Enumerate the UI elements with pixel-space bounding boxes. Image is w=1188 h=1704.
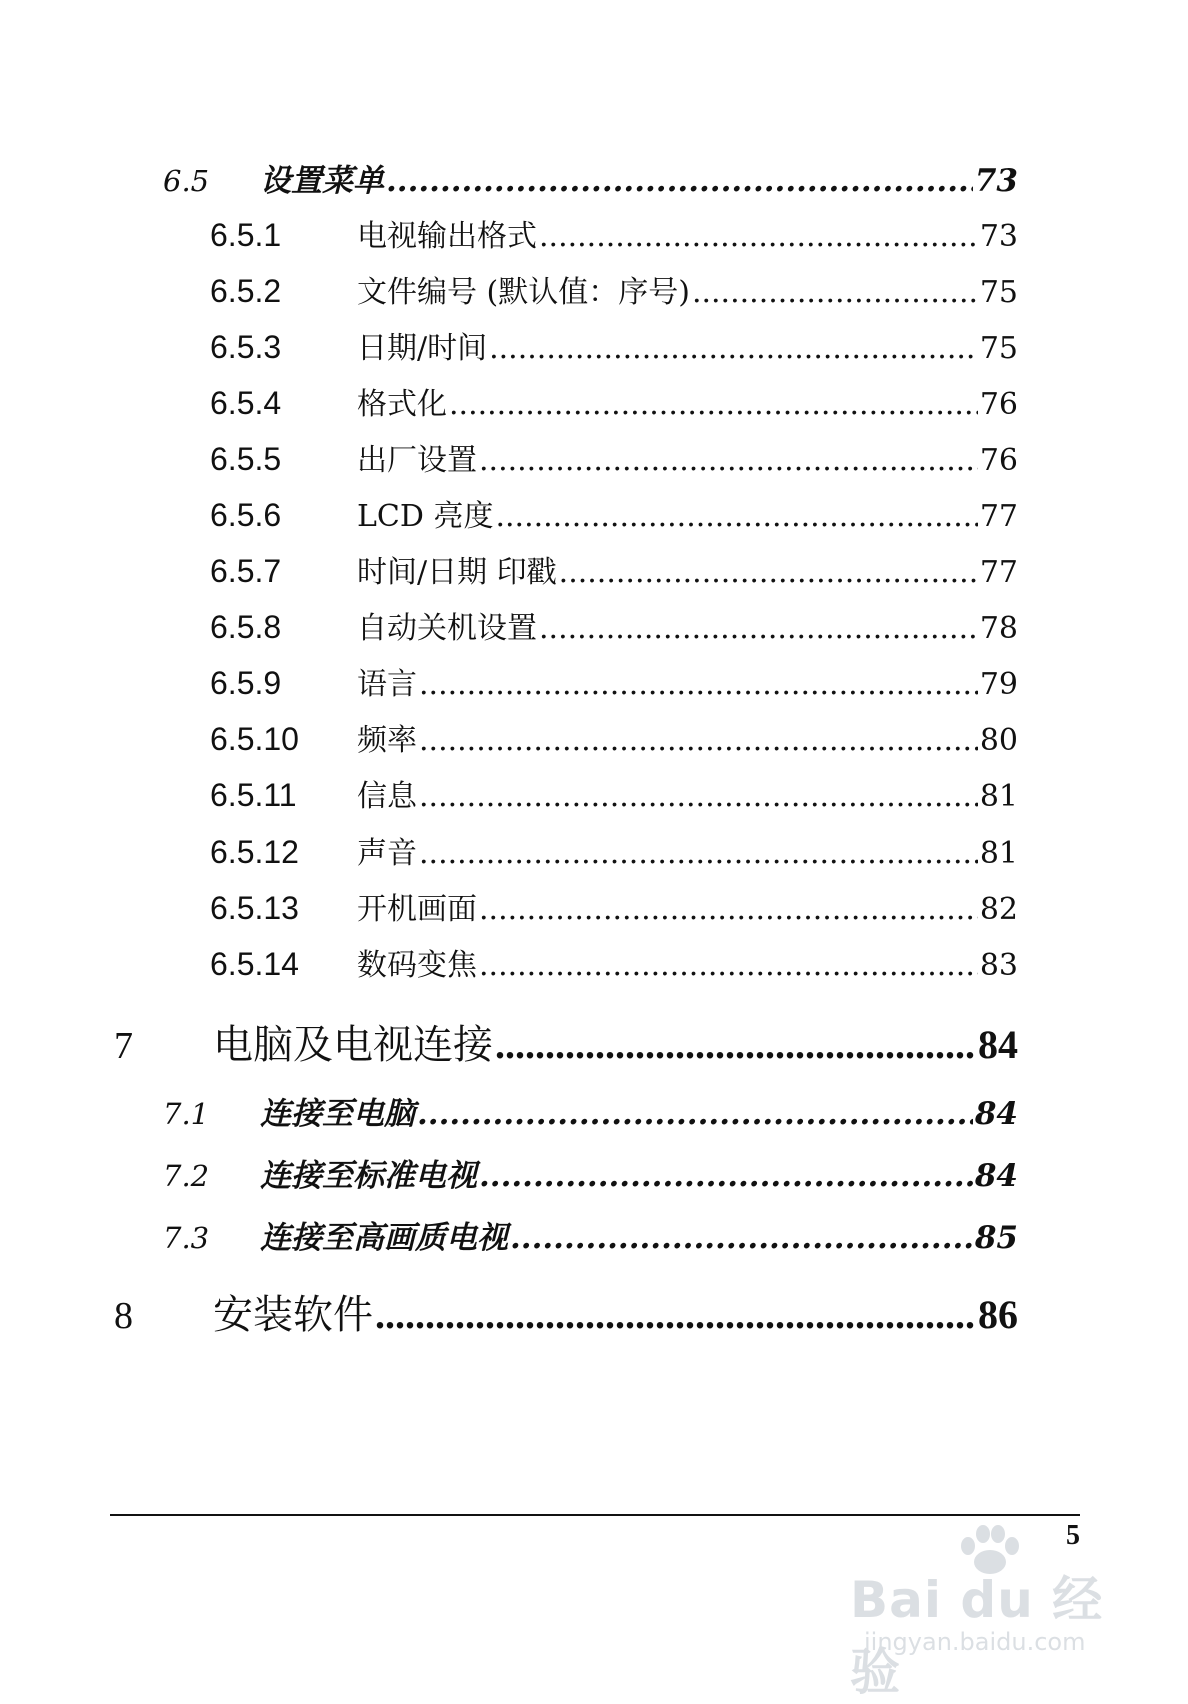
toc-entry-6-5-11[interactable]: [210, 771, 1018, 814]
toc-number: 7.3: [163, 1221, 210, 1255]
toc-title: 设置菜单: [260, 163, 384, 199]
toc-page-number: 80: [979, 723, 1018, 758]
toc-number: 6.5.11: [210, 777, 297, 813]
watermark-brand: Bai du 经验: [850, 1571, 1104, 1701]
toc-entry-6-5[interactable]: [163, 155, 1018, 199]
toc-number: 8: [114, 1295, 133, 1337]
toc-title: 文件编号 (默认值：序号): [357, 275, 690, 310]
dot-leader: [692, 275, 978, 310]
dot-leader: [510, 1220, 973, 1256]
toc-page-number: 76: [979, 387, 1018, 422]
toc-page-number: 76: [979, 443, 1018, 478]
toc-entry-7-2[interactable]: [163, 1150, 1018, 1194]
toc-page-number: 77: [979, 499, 1018, 534]
dot-leader: [539, 611, 978, 646]
toc-title: 时间/日期 印戳: [357, 555, 557, 590]
toc-title: 安装软件: [213, 1292, 373, 1338]
toc-title: 连接至标准电视: [260, 1158, 477, 1194]
toc-page-number: 75: [979, 275, 1018, 310]
toc-title: 开机画面: [357, 892, 477, 927]
toc-entry-6-5-9[interactable]: [210, 659, 1018, 702]
toc-chapter-8[interactable]: [114, 1283, 1018, 1337]
toc-entry-6-5-13[interactable]: [210, 884, 1018, 927]
toc-entry-6-5-7[interactable]: [210, 547, 1018, 590]
dot-leader: [489, 331, 978, 366]
toc-title: 日期/时间: [357, 331, 488, 366]
toc-entry-6-5-4[interactable]: [210, 379, 1018, 422]
toc-entry-6-5-3[interactable]: [210, 323, 1018, 366]
dot-leader: [479, 948, 978, 983]
toc-title: LCD 亮度: [357, 499, 494, 534]
toc-number: 7: [114, 1025, 133, 1067]
toc-entry-7-1[interactable]: [163, 1088, 1018, 1132]
dot-leader: [559, 555, 978, 590]
toc-entry-6-5-2[interactable]: [210, 267, 1018, 310]
page-number: 5: [1066, 1520, 1080, 1551]
toc-entry-6-5-8[interactable]: [210, 603, 1018, 646]
toc-number: 6.5.3: [210, 329, 282, 365]
toc-chapter-7[interactable]: [114, 1013, 1018, 1067]
toc-number: 6.5.13: [210, 890, 299, 926]
watermark: [830, 1520, 1130, 1701]
toc-title: 自动关机设置: [357, 611, 537, 646]
toc-page-number: 79: [979, 667, 1018, 702]
dot-leader: [419, 723, 978, 758]
dot-leader: [449, 387, 978, 422]
dot-leader: [479, 1158, 973, 1194]
toc-entry-6-5-12[interactable]: [210, 828, 1018, 871]
dot-leader: [495, 499, 977, 534]
toc-title: 电视输出格式: [357, 219, 537, 254]
toc-number: 6.5.9: [210, 665, 282, 701]
toc-title: 数码变焦: [357, 948, 477, 983]
toc-page-number: 83: [979, 948, 1018, 983]
toc-page-number: 77: [979, 555, 1018, 590]
toc-entry-6-5-10[interactable]: [210, 715, 1018, 758]
watermark-url: jingyan.baidu.com: [864, 1628, 1086, 1656]
dot-leader: [479, 443, 978, 478]
toc-page-number: 81: [979, 779, 1018, 814]
toc-title: 出厂设置: [357, 443, 477, 478]
toc-number: 6.5.8: [210, 609, 282, 645]
toc-number: 6.5.10: [210, 721, 299, 757]
toc-page-number: 86: [978, 1292, 1018, 1337]
toc-page-number: 82: [979, 892, 1018, 927]
dot-leader: [419, 779, 978, 814]
toc-number: 6.5.4: [210, 385, 282, 421]
toc-number: 7.1: [163, 1097, 210, 1131]
toc-number: 6.5.7: [210, 553, 282, 589]
dot-leader: [417, 1096, 973, 1132]
toc-number: 6.5.12: [210, 834, 299, 870]
toc-entry-6-5-14[interactable]: [210, 940, 1018, 983]
toc-title: 频率: [357, 723, 417, 758]
toc-number: 6.5.5: [210, 441, 282, 477]
toc-title: 声音: [357, 836, 417, 871]
dot-leader: [495, 1021, 976, 1068]
toc-number: 6.5.14: [210, 946, 299, 982]
toc-page-number: 84: [978, 1022, 1018, 1067]
dot-leader: [386, 163, 973, 199]
toc-number: 6.5: [163, 164, 210, 198]
toc-number: 6.5.6: [210, 497, 282, 533]
toc-title: 语言: [357, 667, 417, 702]
toc-page-number: 81: [979, 836, 1018, 871]
toc-entry-7-3[interactable]: [163, 1212, 1018, 1256]
toc-number: 6.5.1: [210, 217, 282, 253]
toc-entry-6-5-6[interactable]: [210, 491, 1018, 534]
toc-entry-6-5-1[interactable]: [210, 211, 1018, 254]
dot-leader: [419, 836, 978, 871]
toc-page-number: 75: [979, 331, 1018, 366]
toc-entry-6-5-5[interactable]: [210, 435, 1018, 478]
toc-page-number: 85: [974, 1220, 1018, 1256]
toc-title: 电脑及电视连接: [213, 1022, 493, 1068]
toc-page-number: 84: [974, 1158, 1018, 1194]
toc-title: 格式化: [357, 387, 447, 422]
toc-title: 信息: [357, 779, 417, 814]
toc-page-number: 84: [974, 1096, 1018, 1132]
dot-leader: [375, 1291, 976, 1338]
toc-page-number: 73: [979, 219, 1018, 254]
toc-number: 6.5.2: [210, 273, 282, 309]
dot-leader: [479, 892, 978, 927]
toc-page-number: 73: [974, 163, 1018, 199]
dot-leader: [419, 667, 978, 702]
toc-number: 7.2: [163, 1159, 210, 1193]
toc-page-number: 78: [979, 611, 1018, 646]
dot-leader: [539, 219, 978, 254]
toc-title: 连接至高画质电视: [260, 1220, 508, 1256]
toc-title: 连接至电脑: [260, 1096, 415, 1132]
footer-rule: [110, 1514, 1080, 1516]
